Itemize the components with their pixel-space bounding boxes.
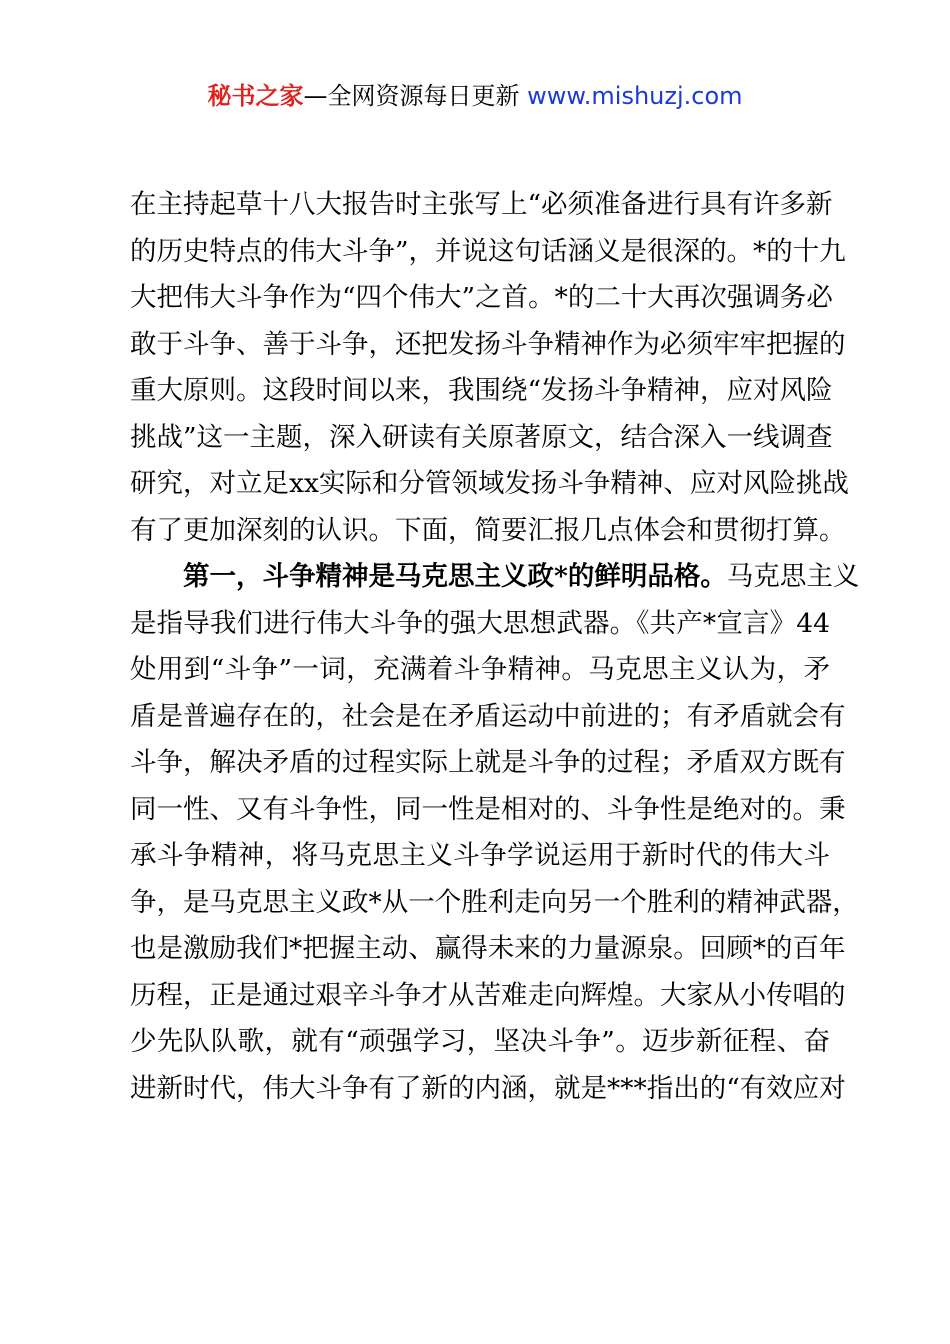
body-line: 也是激励我们*把握主动、赢得未来的力量源泉。回顾*的百年 bbox=[130, 933, 846, 964]
body-line: 承斗争精神，将马克思主义斗争学说运用于新时代的伟大斗 bbox=[130, 840, 830, 871]
brand-name: 秘书之家 bbox=[207, 82, 304, 110]
body-line: 有了更加深刻的认识。下面，简要汇报几点体会和贯彻打算。 bbox=[130, 514, 846, 546]
page-header bbox=[0, 80, 950, 112]
body-line: 敢于斗争、善于斗争，还把发扬斗争精神作为必须牢牢把握的 bbox=[130, 328, 846, 360]
body-line: 同一性、又有斗争性，同一性是相对的、斗争性是绝对的。秉 bbox=[130, 793, 846, 825]
section-lead-text: 马克思主义 bbox=[726, 561, 860, 592]
body-line: 进新时代，伟大斗争有了新的内涵，就是***指出的“有效应对 bbox=[130, 1072, 846, 1104]
section-first-line bbox=[130, 554, 860, 601]
section-heading: 第一，斗争精神是马克思主义政*的鲜明品格。 bbox=[183, 561, 727, 592]
body-line: 重大原则。这段时间以来，我围绕“发扬斗争精神，应对风险 bbox=[130, 375, 833, 406]
body-line: 挑战”这一主题，深入研读有关原著原文，结合深入一线调查 bbox=[130, 421, 833, 453]
body-line: 争，是马克思主义政*从一个胜利走向另一个胜利的精神武器， bbox=[130, 886, 859, 918]
site-url-link[interactable]: www.mishuzj.com bbox=[527, 82, 743, 110]
body-line: 的历史特点的伟大斗争”，并说这句话涵义是很深的。*的十九 bbox=[130, 235, 846, 267]
header-tagline: —全网资源每日更新 bbox=[303, 82, 520, 110]
body-line: 是指导我们进行伟大斗争的强大思想武器。《共产*宣言》44 bbox=[130, 607, 830, 639]
body-line: 盾是普遍存在的，社会是在矛盾运动中前进的；有矛盾就会有 bbox=[130, 700, 846, 732]
document-body bbox=[130, 182, 860, 1112]
body-line: 处用到“斗争”一词，充满着斗争精神。马克思主义认为，矛 bbox=[130, 654, 830, 685]
body-line: 斗争，解决矛盾的过程实际上就是斗争的过程；矛盾双方既有 bbox=[130, 747, 846, 778]
body-line: 研究，对立足xx实际和分管领域发扬斗争精神、应对风险挑战 bbox=[130, 468, 849, 499]
body-line: 少先队队歌，就有“顽强学习，坚决斗争”。迈步新征程、奋 bbox=[130, 1026, 830, 1057]
body-line: 历程，正是通过艰辛斗争才从苦难走向辉煌。大家从小传唱的 bbox=[130, 979, 846, 1011]
body-line: 在主持起草十八大报告时主张写上“必须准备进行具有许多新 bbox=[130, 189, 833, 220]
body-line: 大把伟大斗争作为“四个伟大”之首。*的二十大再次强调务必 bbox=[130, 282, 833, 313]
